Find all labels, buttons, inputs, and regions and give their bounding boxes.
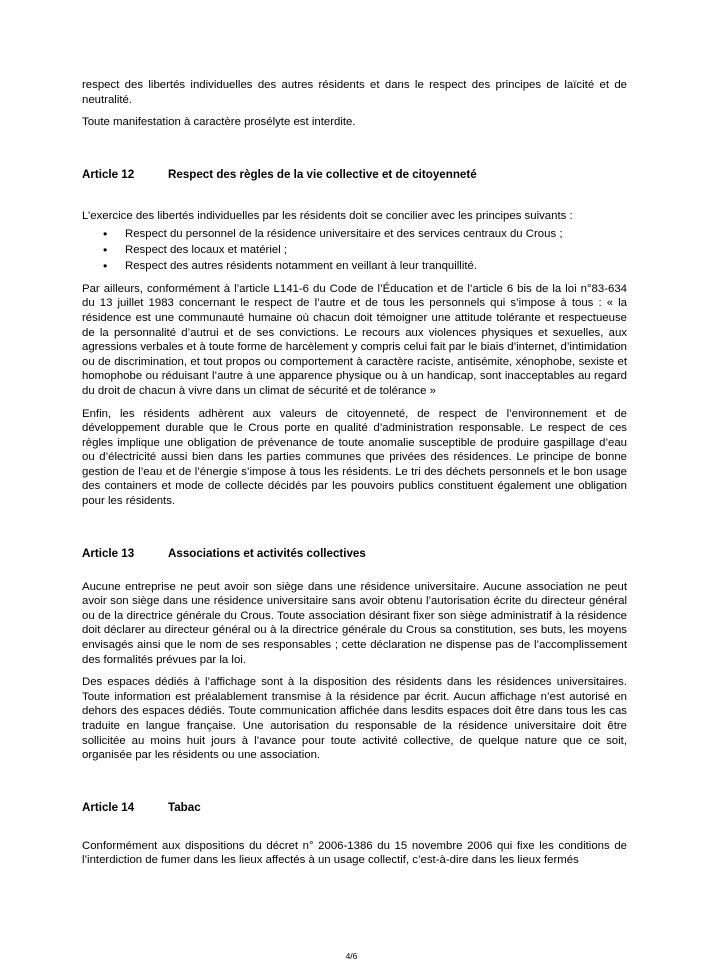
article-13-paragraph: Des espaces dédiés à l’affichage sont à la disposition des résidents dans les résidences universitaires. Toute information est préalablement transmise à la résidence par écrit. Aucun affichage n’est autorisé en dehors des espaces dédiés. Toute communication affichée dans lesdits espaces doit être dans tous les cas traduite en langue française. Une autorisation du responsable de la résidence universitaire doit être sollicitée au moins huit jours à l’avance pour toute activité collective, de quelque nature que ce soit, organisée par les résidents ou une association. [82,676,627,762]
article-12-lead: L’exercice des libertés individuelles par les résidents doit se concilier avec les principes suivants : [82,209,573,222]
article-14-paragraph: Conformément aux dispositions du décret n° 2006-1386 du 15 novembre 2006 qui fixe les conditions de l’interdiction de fumer dans les lieux affectés à un usage collectif, c’est-à-dire dans les lieux fermés [82,839,627,867]
article-number: Article 13 [82,546,135,560]
article-number: Article 14 [82,800,135,814]
list-item: • Respect du personnel de la résidence universitaire et des services centraux du Crous ; [82,227,627,243]
article-13-paragraph: Aucune entreprise ne peut avoir son siège dans une résidence universitaire. Aucune association ne peut avoir son siège dans une résidence universitaire sans avoir obtenu l’autorisation écrite du directeur général ou de la directrice générale du Crous. Toute association désirant fixer son siège administratif à la résidence doit déclarer au directeur général ou à la directrice générale du Crous sa constitution, ses buts, les moyens envisagés ainsi que le nom de ses responsables ; cette déclaration ne dispense pas de l’accomplissement des formalités prévues par la loi. [82,580,627,666]
article-12-heading [82,168,627,182]
article-13-heading [82,547,627,561]
list-item: • Respect des autres résidents notamment en veillant à leur tranquillité. [82,259,627,275]
article-title: Respect des règles de la vie collective et de citoyenneté [168,167,477,181]
intro-paragraph: respect des libertés individuelles des autres résidents et dans le respect des principes de laïcité et de neutralité. [82,79,627,106]
article-number: Article 12 [82,167,135,181]
document-page [82,78,627,868]
page-number: 4/6 [345,951,358,961]
list-item: • Respect des locaux et matériel ; [82,243,627,259]
article-title: Associations et activités collectives [168,546,366,560]
article-12-paragraph: Par ailleurs, conformément à l’article L141-6 du Code de l’Éducation et de l’article 6 bis de la loi n°83-634 du 13 juillet 1983 concernant le respect de l’autre et de tous les personnels qui s’impose à tous : « la résidence est une communauté humaine où chacun doit témoigner une attitude tolérante et respectueuse de la personnalité d’autrui et de ses convictions. Le recours aux violences physiques et sexuelles, aux agressions verbales et à toute forme de harcèlement y compris celui fait par le biais d’internet, d’intimidation ou de discrimination, et tout propos ou comportement à caractère raciste, antisémite, xénophobe, sexiste et homophobe ou réduisant l’autre à une apparence physique ou à un handicap, sont inacceptables au regard du droit de chacun à vivre dans un climat de sécurité et de tolérance » [82,282,627,397]
article-12-bullet-list [82,227,627,274]
intro-paragraph-2: Toute manifestation à caractère prosélyte est interdite. [82,116,356,129]
article-14-heading [82,801,627,815]
article-12-paragraph: Enfin, les résidents adhèrent aux valeurs de citoyenneté, de respect de l’environnement et de développement durable que le Crous porte en qualité d’administration responsable. Le respect de ces règles implique une obligation de prévenance de toute anomalie susceptible de produire gaspillage d’eau ou d’électricité aussi bien dans les parties communes que privées des résidences. Le principe de bonne gestion de l’eau et de l’énergie s’impose à tous les résidents. Le tri des déchets personnels et le bon usage des containers et mode de collecte décidés par les pouvoirs publics constituent également une obligation pour les résidents. [82,407,627,508]
article-title: Tabac [168,800,201,814]
